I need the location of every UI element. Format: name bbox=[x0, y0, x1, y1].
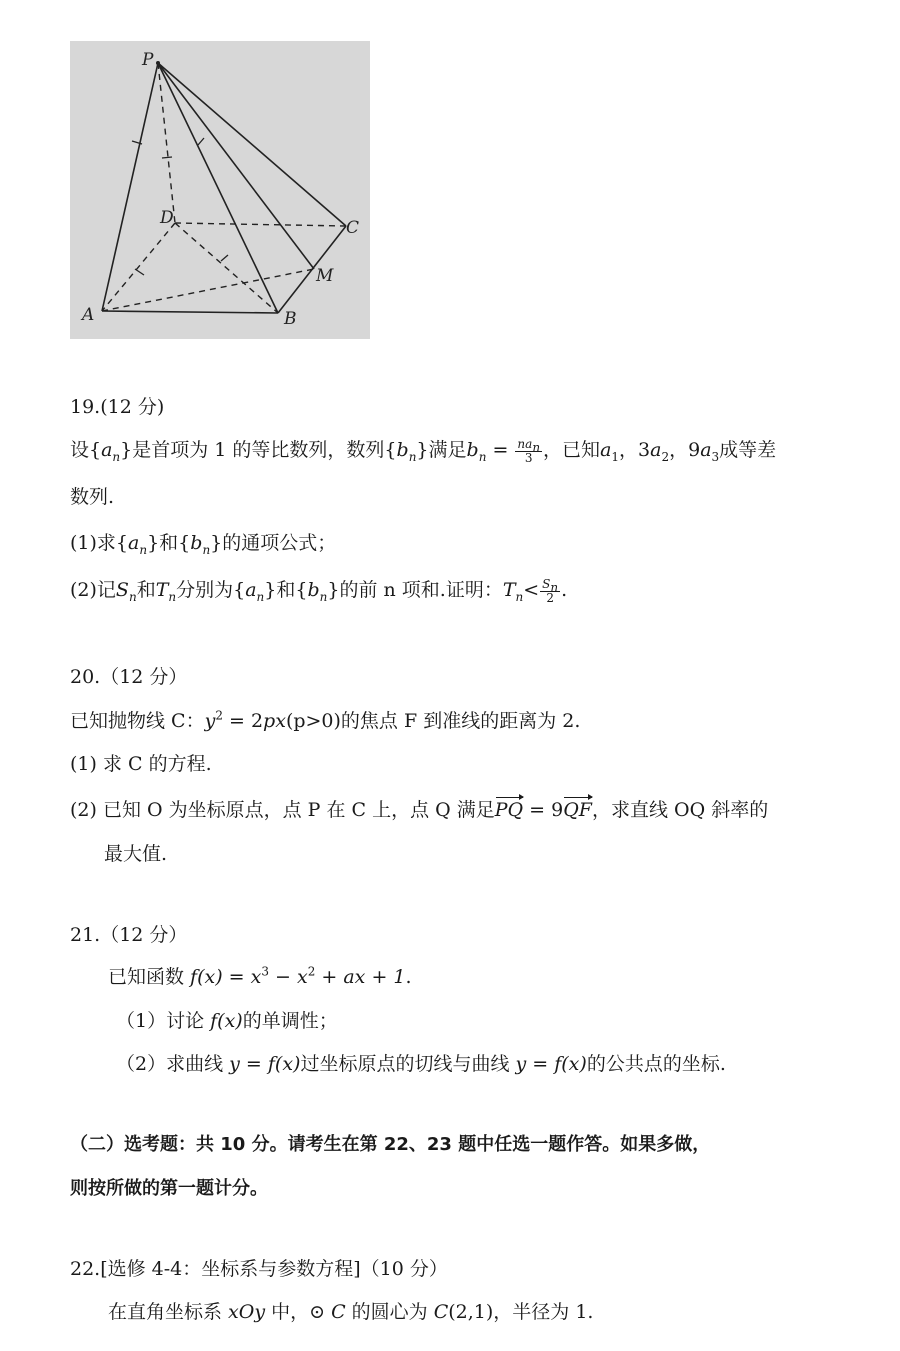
edge-dc bbox=[175, 223, 346, 226]
q19-text: 设{ bbox=[70, 439, 102, 462]
label-d: D bbox=[160, 208, 174, 228]
edge-pb bbox=[158, 63, 278, 313]
q22-text: 的圆心为 bbox=[345, 1301, 434, 1323]
q21-expr: + ax + 1 bbox=[315, 966, 406, 988]
edge-db bbox=[175, 223, 278, 313]
q20-part2-cont: 最大值. bbox=[104, 843, 168, 865]
optional-heading-line1: （二）选考题：共 10 分。请考生在第 22、23 题中任选一题作答。如果多做， bbox=[70, 1134, 711, 1155]
q20-line1 bbox=[70, 710, 580, 734]
q20-text: (2) 已知 O 为坐标原点，点 P 在 C 上，点 Q 满足 bbox=[70, 799, 495, 821]
q19-sub: n bbox=[256, 589, 265, 604]
q19-sub: 2 bbox=[661, 449, 670, 464]
q19-text: }的前 n 项和.证明： bbox=[327, 579, 503, 602]
q22-text: 中，⊙ bbox=[265, 1301, 332, 1323]
q19-line2: 数列. bbox=[70, 486, 115, 508]
q19-var: T bbox=[502, 579, 516, 602]
q19-text: (1)求{ bbox=[70, 532, 129, 554]
vertex-p bbox=[156, 61, 160, 65]
edge-ab bbox=[102, 311, 278, 313]
edge-pc bbox=[158, 63, 346, 226]
q19-var: a bbox=[700, 439, 712, 462]
q19-text: (2)记 bbox=[70, 579, 116, 602]
tick-da bbox=[135, 269, 144, 275]
q22-var: C bbox=[433, 1301, 449, 1323]
q19-heading: 19.(12 分) bbox=[70, 396, 165, 418]
q21-var: f bbox=[190, 966, 198, 988]
q19-text: 和 bbox=[136, 579, 156, 602]
q22-var: C bbox=[331, 1301, 346, 1323]
q19-text: }满足 bbox=[416, 439, 467, 462]
q21-sup: 2 bbox=[307, 964, 316, 979]
q20-part1: (1) 求 C 的方程. bbox=[70, 753, 212, 775]
edge-am bbox=[102, 269, 314, 311]
q21-sup: 3 bbox=[261, 964, 269, 979]
q19-sub: n bbox=[515, 589, 524, 604]
q21-text: 的单调性； bbox=[242, 1010, 338, 1032]
q19-text: }和{ bbox=[264, 579, 308, 602]
frac-num-sub: n bbox=[550, 580, 559, 595]
q20-text: ，求直线 OQ 斜率的 bbox=[591, 799, 769, 821]
edge-pa bbox=[102, 63, 158, 311]
q19-var: a bbox=[600, 439, 612, 462]
q19-text: }是首项为 1 的等比数列，数列{ bbox=[120, 439, 397, 462]
frac-den: 3 bbox=[524, 450, 533, 465]
q20-text: (p>0)的焦点 F 到准线的距离为 2. bbox=[285, 710, 581, 732]
q19-sub: n bbox=[478, 449, 487, 464]
q19-var: b bbox=[307, 579, 320, 602]
label-m: M bbox=[316, 266, 334, 286]
q19-text: ，已知 bbox=[543, 439, 601, 462]
q19-var: b bbox=[396, 439, 409, 462]
frac-num-sub: n bbox=[532, 440, 541, 455]
frac-num: na bbox=[517, 437, 533, 451]
q19-var: b bbox=[190, 532, 203, 554]
frac-den: 2 bbox=[546, 590, 554, 605]
optional-heading-line2: 则按所做的第一题计分。 bbox=[70, 1178, 268, 1199]
q19-var: S bbox=[115, 579, 129, 602]
q21-expr: f(x) bbox=[210, 1010, 243, 1032]
q19-var: a bbox=[101, 439, 113, 462]
pyramid-diagram bbox=[70, 41, 370, 339]
q21-text: （2）求曲线 bbox=[116, 1053, 230, 1075]
q19-var: a bbox=[128, 532, 140, 554]
q20-heading: 20.（12 分） bbox=[70, 666, 188, 688]
tick-db bbox=[221, 255, 228, 261]
q19-sub: n bbox=[128, 589, 137, 604]
pyramid-figure bbox=[70, 41, 370, 339]
q19-text: ，3 bbox=[619, 439, 651, 462]
tick-pb bbox=[198, 138, 204, 145]
q22-heading: 22.[选修 4-4：坐标系与参数方程]（10 分） bbox=[70, 1258, 448, 1280]
q21-text: 的公共点的坐标. bbox=[586, 1053, 726, 1075]
q19-text: ，9 bbox=[669, 439, 701, 462]
q19-text: . bbox=[561, 579, 568, 602]
q22-var: xOy bbox=[228, 1301, 266, 1323]
q19-text: }和{ bbox=[147, 532, 191, 554]
q19-text: 分别为{ bbox=[176, 579, 246, 602]
q21-expr: − x bbox=[269, 966, 308, 988]
q20-eq: = 2 bbox=[222, 710, 264, 732]
q21-expr: y = f(x) bbox=[229, 1053, 301, 1075]
q19-lt: < bbox=[523, 579, 540, 602]
q21-text: 已知函数 bbox=[108, 966, 191, 988]
vector-pq: PQ bbox=[494, 799, 524, 821]
q19-var: a bbox=[650, 439, 662, 462]
label-a: A bbox=[82, 305, 95, 325]
q22-line1 bbox=[108, 1301, 593, 1325]
q20-var: px bbox=[263, 710, 286, 732]
q19-eq: = bbox=[486, 439, 515, 462]
edge-da bbox=[102, 223, 175, 311]
q19-text: 成等差 bbox=[719, 439, 777, 462]
q19-sub: 1 bbox=[611, 449, 620, 464]
frac-num: S bbox=[542, 577, 551, 591]
q21-part1 bbox=[116, 1010, 338, 1034]
q21-expr: (x) = x bbox=[197, 966, 262, 988]
q21-line1 bbox=[108, 966, 412, 990]
q21-expr: y = f(x) bbox=[515, 1053, 587, 1075]
q21-heading: 21.（12 分） bbox=[70, 924, 188, 946]
q20-text: 已知抛物线 C： bbox=[70, 710, 205, 732]
q19-sub: n bbox=[139, 542, 148, 557]
q19-part1 bbox=[70, 532, 336, 556]
q19-var: b bbox=[466, 439, 479, 462]
label-b: B bbox=[284, 309, 297, 329]
q21-text: （1）讨论 bbox=[116, 1010, 211, 1032]
label-c: C bbox=[346, 218, 360, 238]
label-p: P bbox=[142, 50, 154, 70]
q21-text: 过坐标原点的切线与曲线 bbox=[300, 1053, 516, 1075]
tick-pd bbox=[162, 157, 172, 158]
q19-text: }的通项公式； bbox=[210, 532, 337, 554]
q21-text: . bbox=[405, 966, 412, 988]
q19-sub: n bbox=[319, 589, 328, 604]
q19-fraction bbox=[515, 438, 542, 464]
q20-eq: = 9 bbox=[523, 799, 564, 821]
q20-sup: 2 bbox=[215, 708, 223, 723]
q19-sub: n bbox=[168, 589, 177, 604]
q20-var: y bbox=[204, 710, 216, 732]
q19-sub: 3 bbox=[711, 449, 720, 464]
q19-sub: n bbox=[408, 449, 417, 464]
q21-part2 bbox=[116, 1053, 726, 1077]
q22-text: (2,1)，半径为 1. bbox=[448, 1301, 594, 1323]
q19-line1 bbox=[70, 438, 776, 464]
vector-qf: QF bbox=[563, 799, 592, 821]
q20-part2 bbox=[70, 799, 768, 823]
q22-text: 在直角坐标系 bbox=[108, 1301, 229, 1323]
edge-pd bbox=[158, 63, 175, 223]
q19-sub: n bbox=[202, 542, 211, 557]
edge-pm bbox=[158, 63, 314, 269]
q19-fraction-2 bbox=[540, 578, 560, 604]
q19-sub: n bbox=[112, 449, 121, 464]
q19-part2 bbox=[70, 578, 567, 604]
q19-var: a bbox=[245, 579, 257, 602]
q19-var: T bbox=[155, 579, 169, 602]
